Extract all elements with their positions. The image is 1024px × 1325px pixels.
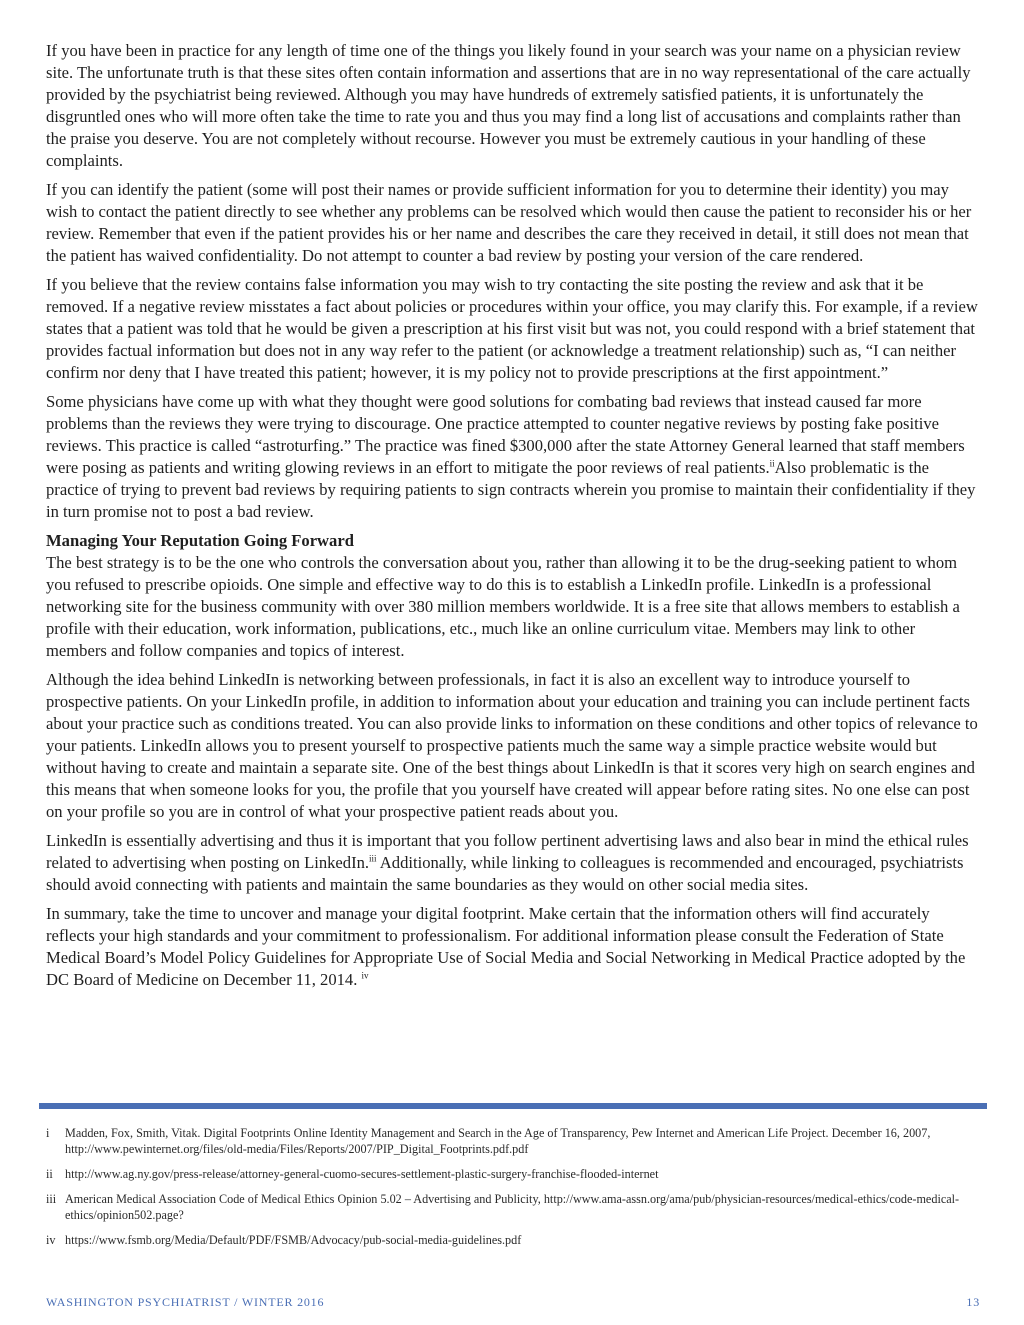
footnote-text: Madden, Fox, Smith, Vitak. Digital Footprints Online Identity Management and Search in the Age of Transparency, Pew Internet and American Life Project. December 16, 2007, http://www.pewinternet.org/files/old-media/Files/Reports/2007/PIP_Digital_Footprints.pdf.pdf (65, 1126, 931, 1156)
paragraph-text: In summary, take the time to uncover and manage your digital footprint. Make certain that the information others will find accurately reflects your high standards and your commitment to professionalism. For additional information please consult the Federation of State Medical Board’s Model Policy Guidelines for Appropriate Use of Social Media and Social Networking in Medical Practice adopted by the DC Board of Medicine on December 11, 2014. (46, 904, 966, 989)
paragraph-text: Additionally, while linking to colleagues is recommended and encouraged, psychiatrists should avoid connecting with patients and maintain the same boundaries as they would on other social media sites. (46, 853, 964, 894)
page-number: 13 (966, 1295, 980, 1309)
paragraph-astroturfing (46, 391, 980, 523)
footnote-link[interactable]: http://www.ag.ny.gov/press-release/attorney-general-cuomo-secures-settlement-plastic-surgery-franchise-flooded-internet (65, 1167, 659, 1181)
footnote-link[interactable]: https://www.fsmb.org/Media/Default/PDF/FSMB/Advocacy/pub-social-media-guidelines.pdf (65, 1233, 522, 1247)
footnote-ref-iii[interactable]: iii (369, 853, 377, 864)
footnote-mark: iv (46, 1233, 56, 1247)
section-heading: Managing Your Reputation Going Forward (46, 531, 354, 550)
paragraph-identify-patient: If you can identify the patient (some will post their names or provide sufficient information for you to determine their identity) you may wish to contact the patient directly to see whether any problems can be resolved which would then cause the patient to reconsider his or her review. Remember that even if the patient provides his or her name and describes the care they received in detail, it still does not mean that the patient has waived confidentiality. Do not attempt to counter a bad review by posting your version of the care rendered. (46, 180, 972, 265)
footnote-item (46, 1191, 980, 1223)
footnote-text: American Medical Association Code of Medical Ethics Opinion 5.02 – Advertising and Publicity, http://www.ama-assn.org/ama/pub/physician-resources/medical-ethics/code-medical-ethics/opinion502.page? (65, 1192, 960, 1222)
paragraph-text: LinkedIn is essentially advertising and thus it is important that you follow pertinent advertising laws and also bear in mind the ethical rules related to advertising when posting on LinkedIn. (46, 831, 969, 872)
footnote-mark: i (46, 1126, 50, 1140)
publication-name: WASHINGTON PSYCHIATRIST / WINTER 2016 (46, 1295, 325, 1309)
footnote-mark: ii (46, 1167, 53, 1181)
paragraph-false-information: If you believe that the review contains false information you may wish to try contacting the site posting the review and ask that it be removed. If a negative review misstates a fact about policies or procedures within your office, you may clarify this. For example, if a review states that a patient was told that he would be given a prescription at his first visit but was not, you could respond with a brief statement that provides factual information but does not in any way refer to the patient (or acknowledge a treatment relationship) such as, “I can neither confirm nor deny that I have treated this patient; however, it is my policy not to provide prescriptions at the first appointment.” (46, 275, 978, 382)
page-footer (46, 1295, 980, 1310)
footnote-ref-ii[interactable]: ii (769, 458, 775, 469)
footnotes (46, 1125, 980, 1257)
paragraph-text: Some physicians have come up with what they thought were good solutions for combating bad reviews that instead caused far more problems than the reviews they were trying to discourage. One practice attempted to counter negative reviews by posting fake positive reviews. This practice is called “astroturfing.” The practice was fined $300,000 after the state Attorney General learned that staff members were posing as patients and writing glowing reviews in an effort to mitigate the poor reviews of real patients. (46, 392, 965, 477)
paragraph-linkedin-strategy: The best strategy is to be the one who controls the conversation about you, rather than allowing it to be the drug-seeking patient to whom you refused to prescribe opioids. One simple and effective way to do this is to establish a LinkedIn profile. LinkedIn is a professional networking site for the business community with over 380 million members worldwide. It is a free site that allows members to establish a profile with their education, work information, publications, etc., much like an online curriculum vitae. Members may link to other members and follow companies and topics of interest. (46, 553, 960, 660)
footnote-item (46, 1232, 980, 1248)
paragraph-linkedin-networking: Although the idea behind LinkedIn is networking between professionals, in fact it is also an excellent way to introduce yourself to prospective patients. On your LinkedIn profile, in addition to information about your education and training you can include pertinent facts about your practice such as conditions treated. You can also provide links to information on these conditions and other topics of relevance to your patients. LinkedIn allows you to present yourself to prospective patients much the same way a simple practice website would but without having to create and maintain a separate site. One of the best things about LinkedIn is that it scores very high on search engines and this means that when someone looks for you, the profile that you yourself have created will appear before rating sites. No one else can post on your profile so you are in control of what your prospective patient reads about you. (46, 670, 978, 821)
footnote-divider (39, 1103, 987, 1109)
article-body (46, 40, 980, 998)
footnote-item (46, 1125, 980, 1157)
paragraph-advertising (46, 830, 980, 896)
footnote-ref-iv[interactable]: iv (361, 970, 369, 981)
footnote-mark: iii (46, 1192, 57, 1206)
paragraph-physician-review-sites: If you have been in practice for any length of time one of the things you likely found in your search was your name on a physician review site. The unfortunate truth is that these sites often contain information and assertions that are in no way representational of the care actually provided by the psychiatrist being reviewed. Although you may have hundreds of extremely satisfied patients, it is unfortunately the disgruntled ones who will more often take the time to rate you and thus you may find a long list of accusations and complaints rather than the praise you deserve. You are not completely without recourse. However you must be extremely cautious in your handling of these complaints. (46, 41, 971, 170)
footnote-item (46, 1166, 980, 1182)
paragraph-text: Also problematic is the practice of trying to prevent bad reviews by requiring patients to sign contracts wherein you promise to maintain their confidentiality if they in turn promise not to post a bad review. (46, 458, 976, 521)
paragraph-summary (46, 903, 980, 991)
